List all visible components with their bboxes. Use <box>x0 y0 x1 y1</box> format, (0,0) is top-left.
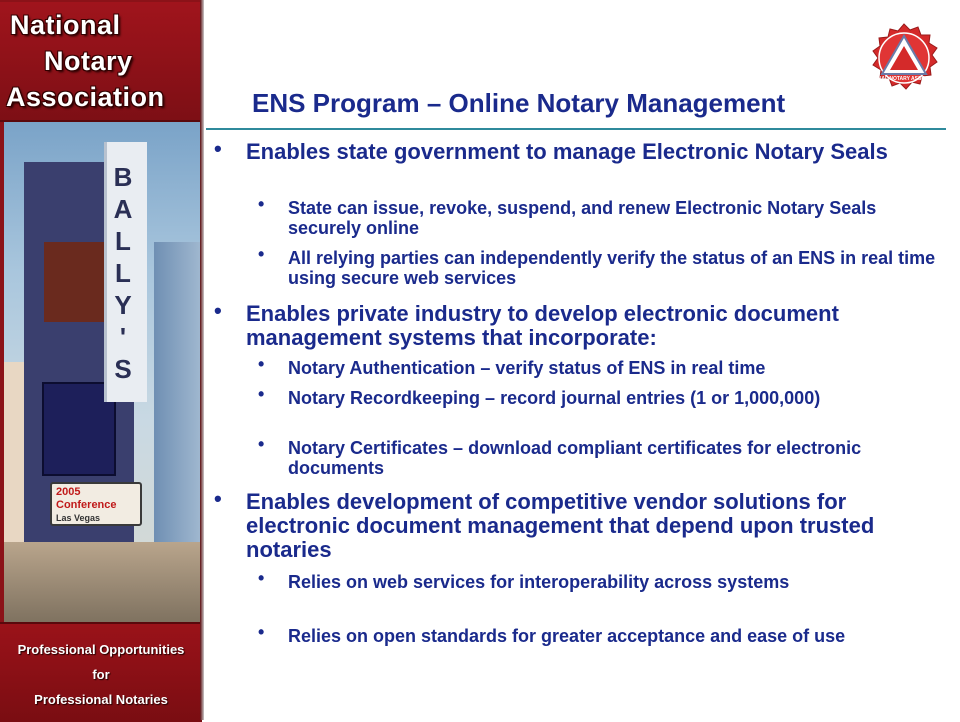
sub-bullet-marker: • <box>258 194 265 214</box>
sub-bullet-marker: • <box>258 434 265 454</box>
bullet-marker: • <box>214 298 222 323</box>
bullet-2-sub-2: Notary Recordkeeping – record journal entries (1 or 1,000,000) <box>288 388 821 408</box>
bullet-1-sub-2: All relying parties can independently verify the status of an ENS in real time using secure web services <box>288 248 936 288</box>
sub-bullet-marker: • <box>258 384 265 404</box>
bullet-3: Enables development of competitive vendor solutions for electronic document management that depend upon trusted notaries <box>246 489 875 562</box>
tagline-banner <box>0 622 202 722</box>
bullet-2-sub-1: Notary Authentication – verify status of ENS in real time <box>288 358 766 378</box>
slide-title: ENS Program – Online Notary Management <box>252 88 786 118</box>
bullet-1-sub-1: State can issue, revoke, suspend, and renew Electronic Notary Seals securely online <box>288 198 877 238</box>
org-name-banner <box>0 2 202 122</box>
org-name-line-1: National <box>10 10 121 40</box>
sub-bullet-marker: • <box>258 568 265 588</box>
bullet-2: Enables private industry to develop electronic document management systems that incorporate: <box>246 301 839 350</box>
building-sign <box>108 162 142 386</box>
title-divider <box>206 128 946 130</box>
bullet-marker: • <box>214 136 222 161</box>
bullet-3-sub-1: Relies on web services for interoperability across systems <box>288 572 790 592</box>
building-sign-text: BALLY'S <box>108 162 138 386</box>
conference-city: Las Vegas <box>56 513 101 523</box>
sub-bullet-marker: • <box>258 244 265 264</box>
org-name-line-2: Notary <box>44 46 133 76</box>
bullet-marker: • <box>214 486 222 511</box>
tagline-line-3: Professional Notaries <box>34 692 168 707</box>
sub-bullet-marker: • <box>258 622 265 642</box>
sidebar <box>0 0 202 720</box>
sidebar-divider <box>200 0 204 720</box>
logo-text: NATIONAL NOTARY ASSOCIATION <box>862 76 946 82</box>
nna-logo-icon <box>862 22 946 94</box>
bullet-list <box>206 136 946 716</box>
street-level <box>4 542 200 622</box>
tagline-line-1: Professional Opportunities <box>17 642 185 657</box>
billboard-upper <box>44 242 106 322</box>
bullet-3-sub-2: Relies on open standards for greater acceptance and ease of use <box>288 626 846 646</box>
sub-bullet-marker: • <box>258 354 265 374</box>
tagline-line-2: for <box>92 667 110 682</box>
conference-label: Conference <box>56 499 117 511</box>
bullet-1: Enables state government to manage Electronic Notary Seals <box>246 139 888 164</box>
org-name-line-3: Association <box>6 82 165 112</box>
bullet-2-sub-3: Notary Certificates – download compliant certificates for electronic documents <box>288 438 862 478</box>
las-vegas-photo <box>4 122 200 622</box>
conference-badge <box>50 482 142 526</box>
conference-year: 2005 <box>56 486 81 498</box>
